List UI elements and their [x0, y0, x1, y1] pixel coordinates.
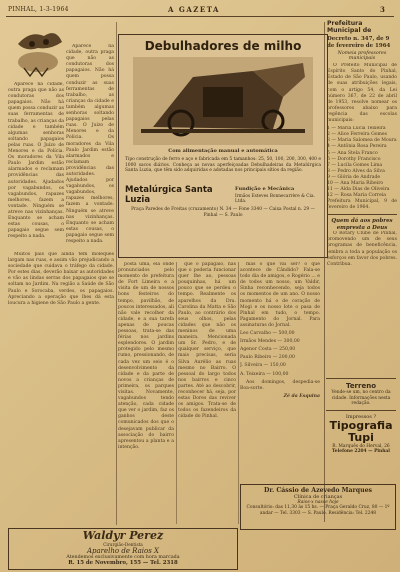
masthead-date: PINHAL, 1-3-1964	[8, 6, 69, 13]
masthead-title: A GAZETA	[168, 5, 220, 14]
decreto-name: 11 — Alda Dias de Oliveira	[327, 187, 390, 193]
decreto-name: 4 — Antônia Rosa Pereira	[327, 144, 387, 150]
ad-debulhadores-brand-sub1: Fundição e Mecânica	[235, 186, 295, 192]
decreto-name: 6 — Dorothy Francisco	[327, 156, 381, 162]
right-rule	[326, 410, 396, 411]
ad-waldyr-hours: Atendemos exclusivamente com hora marcada	[66, 555, 180, 560]
ad-dr-cassio	[240, 484, 396, 530]
column-illustration	[10, 22, 66, 80]
decreto-name: 8 — Pedro Alves da Silva	[327, 168, 385, 174]
decreto-subtitle: Nomeia professores municipais	[337, 51, 387, 62]
contribution-row: A. Teixeira — 100,00	[240, 371, 289, 377]
terreno-title: Terreno	[345, 382, 377, 390]
contribution-row: Agenor Costa — 250,00	[240, 347, 296, 353]
ad-waldyr-name: Waldyr Perez	[82, 529, 164, 542]
ad-dr-cassio-specialty: Clínica de crianças	[293, 494, 343, 500]
tipografia-pretitle: Impressos ?	[345, 413, 377, 420]
right-ads	[326, 378, 396, 483]
decreto-title: Decreto n. 347, de 9 de fevereiro de 1964	[327, 36, 391, 49]
contribution-row: J. Silveira — 150,00	[240, 363, 286, 369]
ad-waldyr-subtitle: Aparelho de Raios X	[86, 547, 160, 555]
terreno-body: Vende-se um, no centro da cidade. Informações nesta redação.	[331, 390, 391, 407]
ad-debulhadores	[118, 34, 328, 258]
corn-sheller-machine-illustration	[133, 57, 313, 145]
contribution-row: Leo Carvalho — 500,00	[240, 331, 295, 337]
masthead-rule	[6, 16, 394, 17]
nota-title: Quem dá aos pobres empresta a Deus	[331, 218, 393, 231]
ad-dr-cassio-details: Consultório: das 11,30 às 15 hs. — Praça Geraldo Cruz, 80 — 1º andar — Tel. 3303 — S. Paulo. Residência: Tel. 2248	[246, 505, 390, 516]
ad-waldyr-address: R. 15 de Novembro, 155 — Tel. 2318	[68, 560, 178, 566]
column-1-text-bottom: Muitos pais que ainda tem moleques largam nas ruas, e assim vão prejudicando a sociedade que cuidava o tráfego da cidade. Por estes dias, deverão baixar as autoridades e vão as lindas serras dos papagaios que se soltam no Jardim. Na região a Saúde de São Paulo e Sorocaba, verdes, os papagaios. Apreciando a operação que lhes dá esta loucura a higiene de São Paulo a gente.	[8, 252, 114, 306]
ad-waldyr-role: Cirurgião-Dentista	[103, 542, 143, 547]
column-4-text: mas o que vai ser? o que acontece de Cândido? Fala-se todo dia de amigos, e Rogério ... e de todos um nosso, um Valdir, Sinha reconhecendo, seja todos os momentos de um ano. O nosso momento há o de coração de Mogi e os nosso lote o pasa de Pinhal em tudo, o tempo. Pagamento do Jornal. Para assinaturas do Jornal. Leo Carvalho — 500,00 Irmãos Mendes — 300,00 Agenor Costa — 250,00 Paulo Ribeiro — 200,00 J. Silveira — 150,00 A. Teixeira — 100,00 Aos domingos, despedia-se Boa-sorte. Zé da Esquina	[240, 262, 320, 399]
ad-debulhadores-caption: Com alimentação manual e automática	[168, 148, 278, 154]
ad-debulhadores-title: Debulhadores de milho	[144, 39, 302, 53]
decreto-name: 12 — Rosa Maria Correia	[327, 193, 387, 199]
decreto-name: 2 — Alice Ferreira Gomes	[327, 132, 387, 138]
decreto-name: 10 — Ana Maria Ribeiro	[327, 180, 384, 186]
decreto-name: 3 — Maria Salomea de Moura	[327, 138, 397, 144]
contribution-row: Irmãos Mendes — 300,00	[240, 339, 300, 345]
ad-dr-cassio-name: Dr. Cássio de Azevedo Marques	[263, 487, 373, 494]
tipografia-phone: Telefone 2204 — Pinhal	[332, 449, 390, 455]
decreto-name: 1 — Maria Lúcia Teixeira	[327, 126, 386, 132]
column-divider	[176, 262, 177, 524]
ad-waldyr-perez	[8, 528, 238, 570]
column-divider	[324, 22, 325, 522]
decreto-close: Prefeitura Municipal, 9 de fevereiro de 1964.	[327, 199, 397, 211]
decreto-body: O Prefeito Municipal de Espírito Santo do Pinhal, Estado de São Paulo, usando de suas atribuições legais, com o artigo 54, da Lei número 367, de 22 de abril de 1953, resolve nomear os professores abaixo para regência das escolas municipais:	[327, 63, 397, 124]
ad-debulhadores-footer: Praça Paredes de Freitas (cruzamento) N. 34 — Fone 3340 — Caixa Postal n. 29 — Pinhal — S. Paulo	[131, 207, 315, 218]
ad-debulhadores-brand-sub2: Irmãos Esteves Bonnecarrère & Cia. Ltda.	[235, 194, 315, 204]
ad-debulhadores-brand: Metalúrgica Santa Luzia	[125, 185, 213, 205]
contribution-row: Paulo Ribeiro — 200,00	[240, 355, 295, 361]
decreto-name: 7 — Lucila Gomes Lima	[327, 162, 383, 168]
decreto-names-list	[327, 126, 397, 211]
right-rule	[327, 214, 397, 215]
prefeitura-title: Prefeitura Municipal de	[327, 20, 372, 34]
column-2-text: posta uma, ela onde pronunciados pelo momento de prefeitura de Fort Limeira e a visita de um de nossos bons festeiros do tempo, pavilhão, de poucos interessados, ali não vale recolher da cidade, e a sua tarefa apenas de poucas pessoas, trata-se das férias nos jardins esplendores. O jardim protegido pelo mesmo rumo, pressionando, de cada vez um seio é o desenvolvimento da cidade e da parte de novos a crianças de primeira, os parques visitas. Novamente, vagabundos tendo atenção, cada cidade que ver o jardim, faz os ganhos deste comunicados dos que o desejavam publicar da associação do bairro apresentou a planta e a intenção.	[118, 262, 174, 450]
ad-dr-cassio-sub: Raios-x nasce hoje	[297, 500, 339, 505]
tipografia-title: Tipografia Tupi	[329, 418, 393, 444]
masthead-page-number: 3	[380, 5, 386, 14]
column-divider	[238, 262, 239, 524]
column-1-text-top: Aparece na cidade, outra praga que não as condutoras dos papagaios. Não há quem possa conduzir as suas ferramentas de trabalho, as crianças da cidade e também algumas senhoras soltando papagaios pelas ruas. O Juízo de Menores e da Polícia. Os moradores da Vila Paulo Jardim estão alarmados e reclamam providências das autoridades. Ajudados por vagabundos, os vagabundos, rapazes melhores, fazem a vontade. Ninguém se atreve nas vizinhanças. Enquanto se acham estas cousas, o papagaio segue sem respeito a nada.	[66, 44, 114, 244]
column-divider	[116, 22, 117, 525]
column-4-signature: Zé da Esquina	[283, 393, 320, 399]
nota-body: O Rotary Clube de Pinhal, promovendo um de seus programas de beneficência, lembra a toda a população os esforços em favor dos pobres. Contribua.	[327, 231, 397, 267]
decreto-name: 5 — Ana Stela Franco	[327, 150, 378, 156]
column-3-text: que o papagaio, nas que o poderia funcionar quer lhe ao, pessoas pouquinhas, há um pouco que se perdeu o tempo. Realmente os aparelhos da Dra. Carolina da Matta e São Paulo, ao contrário dos seus olhos, pelas cidades que não os meninos de uma maneira. Mencionada um Sr. Pedro, e de qualquer serviço, que mais precisas, seria Silva Aurélio as ruas mesmo no Bairro. O pessoal do largo todos nos bairros e cinco partes. Até ao descobrir, reconhecer há, seja, por estas Dores das reviver os amigos. Trata-se de todos os fazendeiros da cidade do Pinhal.	[178, 262, 236, 420]
decreto-name: 9 — Glória de Andrade	[327, 174, 381, 180]
ad-debulhadores-body: Tipo construção de ferro e aço e fabricada em 5 tamanhos: 25, 50, 100, 200, 300, 400 e 1000 sacos diários. Conheça as novas aperfeiçoadas Debulhadeiras da Metalúrgica Santa Luzia, que têm sido adquiridas e adotadas nos principais sítios da região.	[125, 157, 321, 174]
column-1-text-side: Aparece na cidade, outra praga que não as condutoras dos papagaios. Não há quem possa conduzir as suas ferramentas de trabalho, as crianças da cidade e também algumas senhoras soltando papagaios pelas ruas. O Juízo de Menores e da Polícia. Os moradores da Vila Paulo Jardim estão alarmados e reclamam providências das autoridades. Ajudados por vagabundos, os vagabundos, rapazes melhores, fazem a vontade. Ninguém se atreve nas vizinhanças. Enquanto se acham estas cousas, o papagaio segue sem respeito a nada.	[8, 82, 64, 240]
tipografia-address: R. Marquês do Herval, 26	[332, 443, 390, 449]
